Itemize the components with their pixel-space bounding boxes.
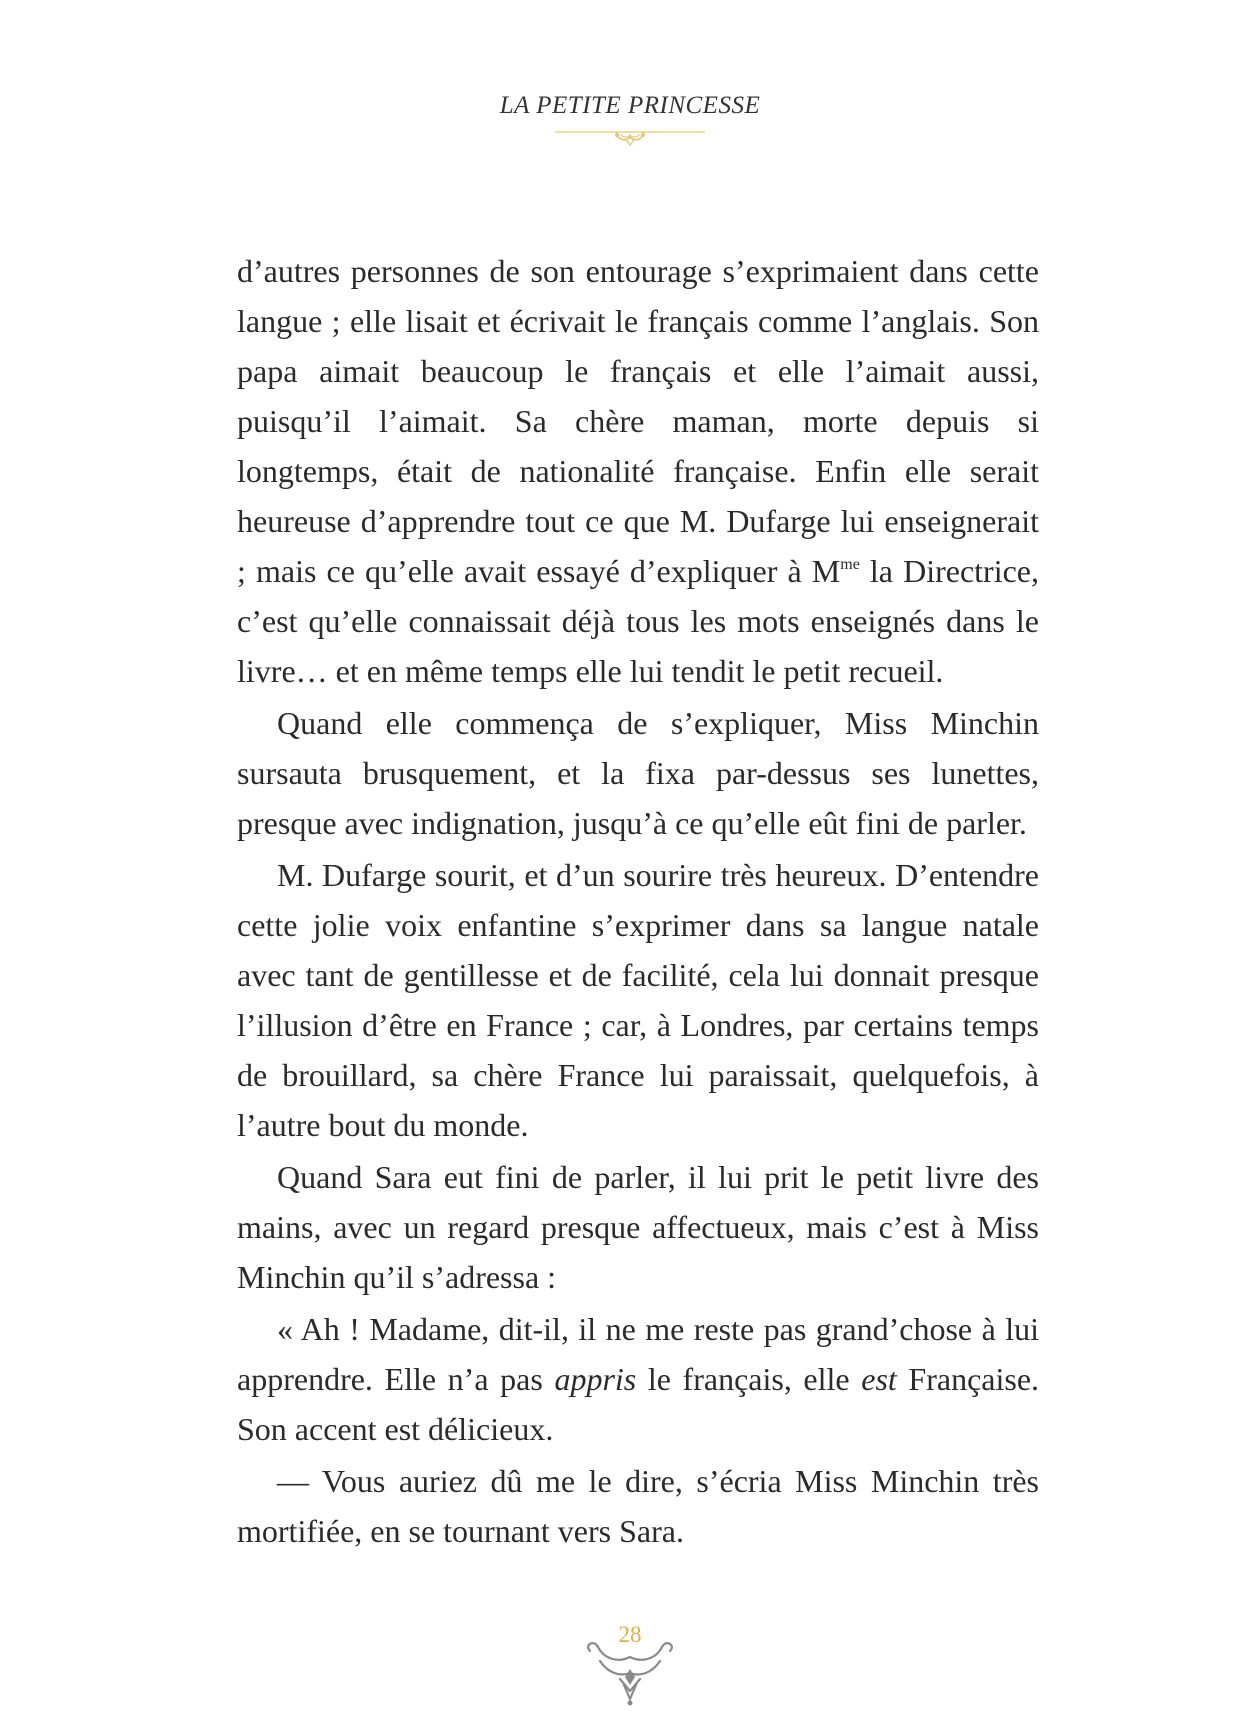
paragraph-2: Quand elle commença de s’expliquer, Miss Minchin sursauta brusquement, et la fixa par-dessus ses lunettes, presque avec indignation, jusqu’à ce qu’elle eût fini de parler. bbox=[237, 705, 1039, 841]
running-head: LA PETITE PRINCESSE bbox=[499, 92, 761, 119]
paragraph-1: d’autres personnes de son entourage s’exprimaient dans cette langue ; elle lisait et écrivait le français comme l’anglais. Son papa aimait beaucoup le français et elle l’aimait aussi, puisqu’il l’aimait. Sa chère maman, morte depuis si longtemps, était de nationalité française. Enfin elle serait heureuse d’apprendre tout ce que M. Dufarge lui enseignerait ; mais ce qu’elle avait essayé d’expliquer à $M^{me}$ la Directrice, c’est qu’elle connaissait déjà tous les mots enseignés dans le livre… et en même temps elle lui tendit le petit recueil. bbox=[237, 253, 1039, 689]
paragraph-5: « Ah ! Madame, dit-il, il ne me reste pas grand’chose à lui apprendre. Elle n’a pas appris le français, elle est Française. Son accent est délicieux. bbox=[237, 1311, 1040, 1447]
paragraph-6: — Vous auriez dû me le dire, s’écria Miss Minchin très mortifiée, en se tournant vers Sara. bbox=[237, 1463, 1039, 1549]
page-number: 28 bbox=[618, 1622, 642, 1647]
paragraph-4: Quand Sara eut fini de parler, il lui prit le petit livre des mains, avec un regard presque affectueux, mais c’est à Miss Minchin qu’il s’adressa : bbox=[237, 1159, 1039, 1295]
scroll-flourish-icon bbox=[580, 1633, 680, 1711]
flourish-divider-icon bbox=[555, 126, 705, 148]
page-text bbox=[237, 246, 1039, 1556]
paragraph-3: M. Dufarge sourit, et d’un sourire très heureux. D’entendre cette jolie voix enfantine s’exprimer dans sa langue natale avec tant de gentillesse et de facilité, cela lui donnait presque l’illusion d’être en France ; car, à Londres, par certains temps de brouillard, sa chère France lui paraissait, quelquefois, à l’autre bout du monde. bbox=[237, 857, 1039, 1143]
